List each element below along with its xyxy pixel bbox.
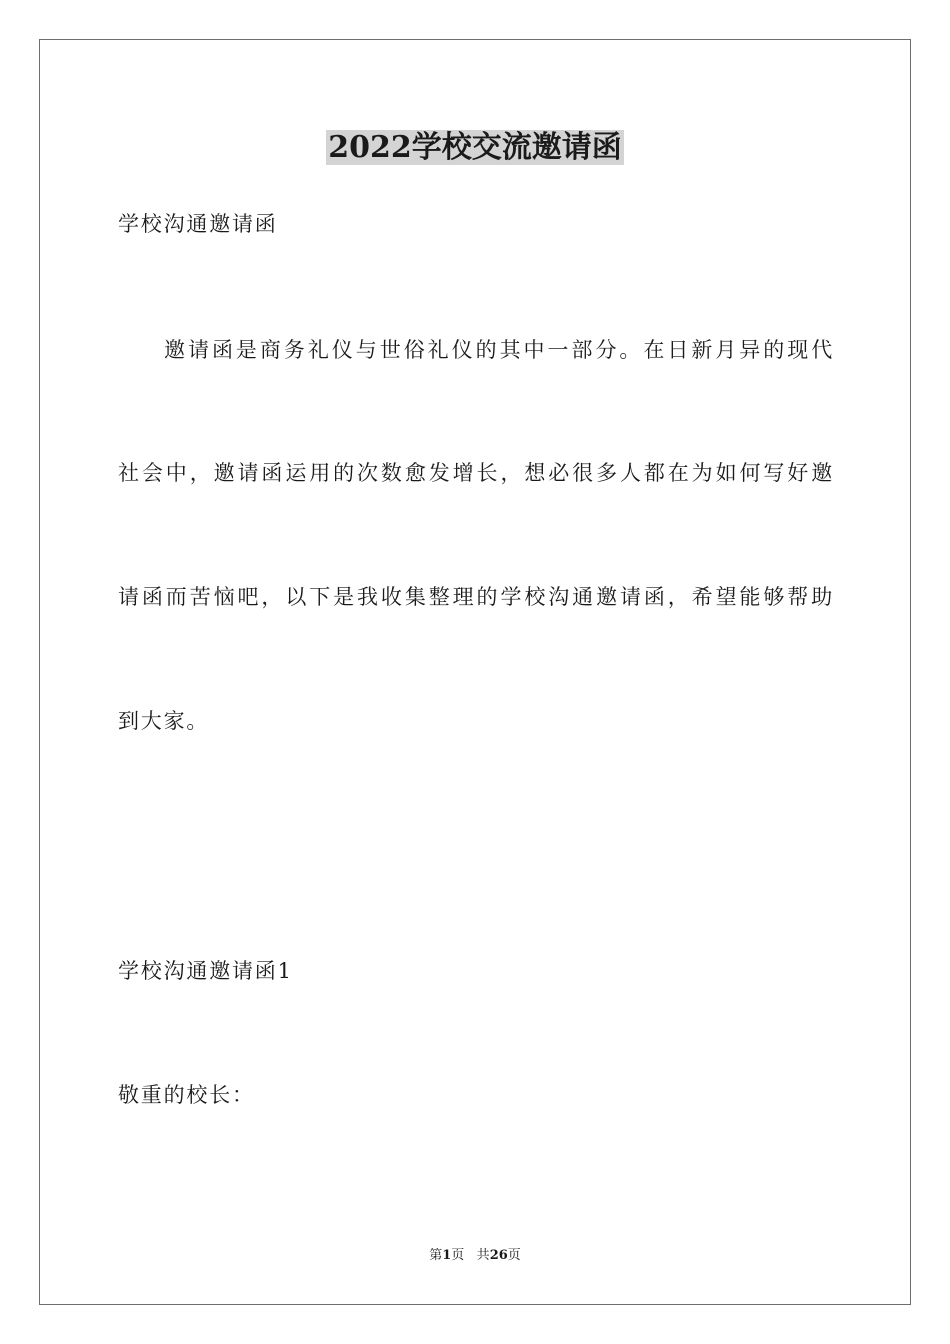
intro-paragraph-line: 到大家。 bbox=[118, 709, 210, 733]
footer-total-unit: 页 bbox=[507, 1248, 521, 1263]
document-title-text: 2022学校交流邀请函 bbox=[328, 130, 622, 165]
intro-paragraph-line: 请函而苦恼吧，以下是我收集整理的学校沟通邀请函，希望能够帮助 bbox=[118, 585, 834, 609]
document-subtitle: 学校沟通邀请函 bbox=[118, 212, 278, 236]
footer-page-prefix: 第 bbox=[429, 1248, 443, 1263]
salutation: 敬重的校长： bbox=[118, 1083, 255, 1107]
footer-page-unit: 页 bbox=[451, 1248, 465, 1263]
footer-total-prefix: 共 bbox=[476, 1248, 490, 1263]
document-title bbox=[0, 126, 950, 170]
footer-page-current: 1 bbox=[442, 1248, 452, 1263]
section-heading: 学校沟通邀请函1 bbox=[118, 959, 293, 983]
intro-paragraph-line: 社会中，邀请函运用的次数愈发增长，想必很多人都在为如何写好邀 bbox=[118, 461, 834, 485]
intro-paragraph-line: 邀请函是商务礼仪与世俗礼仪的其中一部分。在日新月异的现代 bbox=[164, 338, 834, 362]
footer-page-total: 26 bbox=[489, 1248, 508, 1263]
page-footer bbox=[0, 1247, 950, 1265]
